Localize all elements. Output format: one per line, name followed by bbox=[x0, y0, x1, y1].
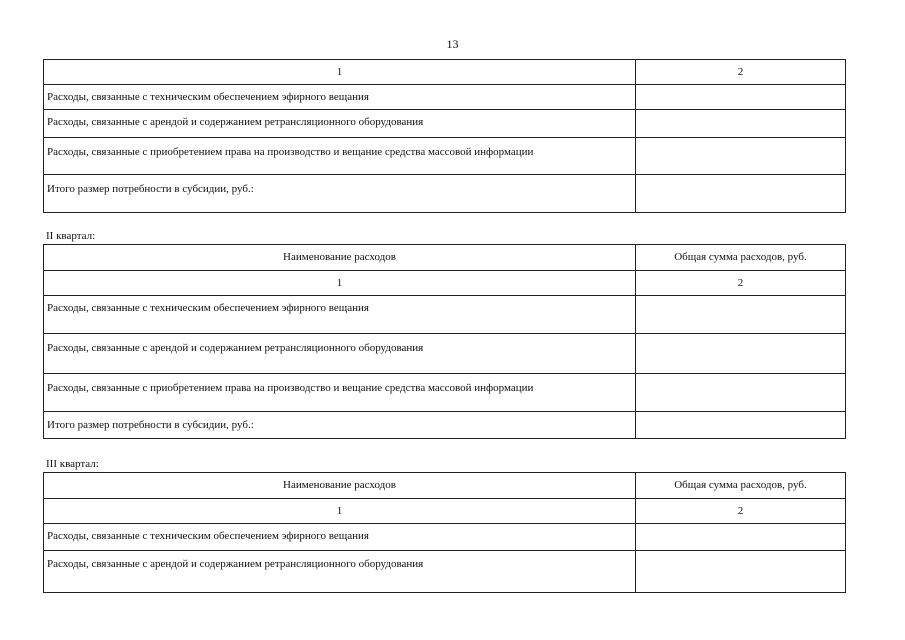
column-number-1: 1 bbox=[44, 499, 636, 524]
row-value-technical bbox=[636, 296, 846, 334]
table-row bbox=[44, 412, 846, 439]
table-row bbox=[44, 296, 846, 334]
table-row bbox=[44, 334, 846, 374]
header-expense-name: Наименование расходов bbox=[44, 245, 636, 271]
row-label-technical: Расходы, связанные с техническим обеспечением эфирного вещания bbox=[44, 524, 636, 551]
row-label-total: Итого размер потребности в субсидии, руб.: bbox=[44, 412, 636, 439]
header-total-amount: Общая сумма расходов, руб. bbox=[636, 473, 846, 499]
header-row bbox=[44, 473, 846, 499]
row-label-technical: Расходы, связанные с техническим обеспечением эфирного вещания bbox=[44, 85, 636, 110]
header-expense-name: Наименование расходов bbox=[44, 473, 636, 499]
header-total-amount: Общая сумма расходов, руб. bbox=[636, 245, 846, 271]
row-label-rights: Расходы, связанные с приобретением права на производство и вещание средства массовой информации bbox=[44, 138, 636, 175]
row-value-technical bbox=[636, 524, 846, 551]
row-label-rights: Расходы, связанные с приобретением права на производство и вещание средства массовой информации bbox=[44, 374, 636, 412]
row-label-rent: Расходы, связанные с арендой и содержанием ретрансляционного оборудования bbox=[44, 334, 636, 374]
table-row bbox=[44, 374, 846, 412]
row-label-rent: Расходы, связанные с арендой и содержанием ретрансляционного оборудования bbox=[44, 110, 636, 138]
row-label-technical: Расходы, связанные с техническим обеспечением эфирного вещания bbox=[44, 296, 636, 334]
column-number-row bbox=[44, 60, 846, 85]
quarter-3-label: III квартал: bbox=[46, 458, 99, 470]
column-number-2: 2 bbox=[636, 60, 846, 85]
row-label-rent: Расходы, связанные с арендой и содержанием ретрансляционного оборудования bbox=[44, 551, 636, 593]
table-row bbox=[44, 138, 846, 175]
quarter-2-table bbox=[43, 244, 846, 439]
quarter-2-label: II квартал: bbox=[46, 230, 96, 242]
row-value-rent bbox=[636, 110, 846, 138]
row-value-total bbox=[636, 175, 846, 213]
column-number-2: 2 bbox=[636, 271, 846, 296]
expenses-table-continued bbox=[43, 59, 846, 213]
column-number-row bbox=[44, 271, 846, 296]
row-value-rent bbox=[636, 551, 846, 593]
table-row bbox=[44, 524, 846, 551]
column-number-row bbox=[44, 499, 846, 524]
row-value-rent bbox=[636, 334, 846, 374]
column-number-2: 2 bbox=[636, 499, 846, 524]
row-label-total: Итого размер потребности в субсидии, руб.: bbox=[44, 175, 636, 213]
column-number-1: 1 bbox=[44, 60, 636, 85]
header-row bbox=[44, 245, 846, 271]
row-value-total bbox=[636, 412, 846, 439]
row-value-rights bbox=[636, 374, 846, 412]
row-value-rights bbox=[636, 138, 846, 175]
table-row bbox=[44, 551, 846, 593]
row-value-technical bbox=[636, 85, 846, 110]
table-row bbox=[44, 85, 846, 110]
table-row bbox=[44, 110, 846, 138]
table-row bbox=[44, 175, 846, 213]
quarter-3-table bbox=[43, 472, 846, 593]
column-number-1: 1 bbox=[44, 271, 636, 296]
page-number: 13 bbox=[446, 37, 459, 51]
